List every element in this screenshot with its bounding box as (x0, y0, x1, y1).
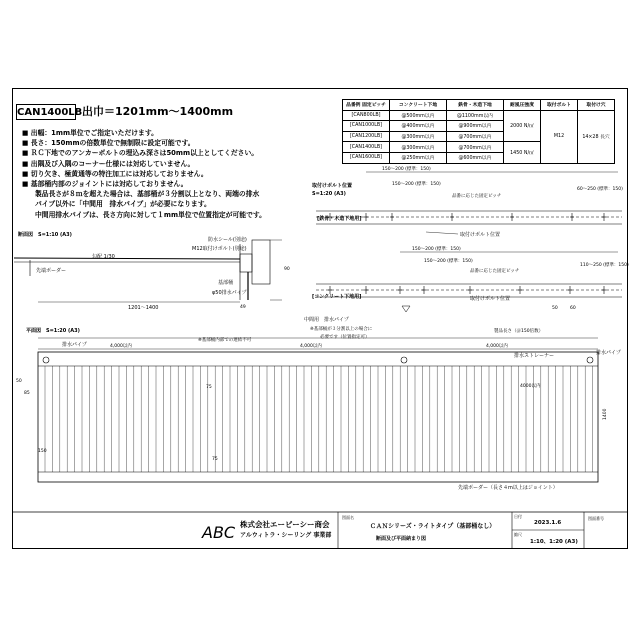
note-sub-line: 中間用排水パイプは、長さ方向に対して１mm単位で位置指定が可能です。 (35, 210, 266, 219)
concrete-label: [コンクリート下地用] (312, 294, 362, 300)
drawing-name-label: 図面名 (342, 515, 354, 520)
spec-cell: @900mm以内 (447, 121, 504, 132)
length-text: 4,000以内 (110, 344, 132, 349)
border-label: 先端ボーダー (36, 268, 67, 274)
drain-left-label: 排水パイプ (62, 342, 87, 348)
drawing-name: ＣＡＮシリーズ・ライトタイプ（基部桶なし） (370, 523, 496, 530)
spec-header: 耐風圧強度 (504, 100, 541, 111)
depth-text: 1400 (603, 408, 608, 420)
dim-text: 60 (570, 306, 576, 311)
dim-text: 150～200 (標準：150) (382, 167, 431, 172)
note-line: ■ 長さ：150mmの倍数単位で無制限に設定可能です。 (22, 139, 195, 148)
spec-cell: @600mm以内 (447, 152, 504, 163)
base-gutter (240, 254, 252, 272)
spec-header: 取付け穴 (578, 100, 615, 111)
spec-cell: @400mm以内 (390, 121, 447, 132)
spec-cell: @300mm以内 (390, 142, 447, 153)
pitch-text: 品番に応じた固定ピッチ (452, 194, 502, 199)
spec-cell: @300mm以内 (390, 131, 447, 142)
dim-text: 85 (24, 391, 30, 396)
mid-pipe-label: 中間用 排水パイプ (304, 317, 349, 323)
view-arrow-icon (402, 306, 410, 312)
seal-label: 防水シール(別途) (208, 237, 247, 243)
steel-label: [鉄骨・木造下地用] (317, 216, 362, 222)
note-line: ■ ＲＣ下地でのアンカーボルトの埋込み深さは50mm以上としてください。 (22, 149, 259, 158)
spec-wind-b: 1450 N/㎡ (504, 142, 541, 163)
mid-pipe-note: 必要です（位置指定可） (320, 335, 370, 340)
plan-slats (45, 366, 593, 472)
pipe-label: φ50排水パイプ (212, 290, 247, 296)
slope-label: 勾配 1/30 (92, 254, 115, 260)
strainer-label: 排水ストレーナー (514, 353, 555, 359)
company-division: アルウィトラ・シーリング 事業部 (240, 532, 332, 539)
date-value: 2023.1.6 (534, 520, 562, 526)
wall-bracket (252, 240, 270, 284)
border-note: 先端ボーダー（長さ４m以上はジョイント） (458, 485, 558, 491)
note-line: ■ 出幅：1mm単位でご指定いただけます。 (22, 129, 158, 137)
bolt-title: 取付けボルト位置 (312, 183, 353, 189)
spec-bolt: M12 (541, 110, 578, 163)
spec-cell: @1100mm以内 (447, 110, 504, 121)
length-text: 4,000以内 (486, 344, 508, 349)
bolt-pos-label: 取付けボルト位置 (460, 232, 501, 238)
note-line: ■ 出隅及び入隅のコーナー仕様には対応していません。 (22, 159, 195, 168)
width-range: 出巾＝1201mm～1400mm (82, 105, 234, 118)
bolt-position-steel (312, 165, 623, 238)
plan-title: 平面図 S=1:20 (A3) (26, 328, 80, 334)
spec-cell: [CAN1000LB] (343, 121, 390, 132)
section-title: 断面図 S=1:10 (A3) (18, 232, 72, 238)
spec-cell: @500mm以内 (390, 110, 447, 121)
drawing-subtitle: 断面及び平面納まり図 (376, 536, 427, 542)
leader-line (426, 232, 458, 234)
plan-view (16, 316, 621, 491)
spec-cell: @700mm以内 (447, 142, 504, 153)
width-dim-text: 1201～1400 (128, 305, 159, 311)
spec-header: 品番例 固定ピッチ (343, 100, 390, 111)
section-view (14, 231, 290, 311)
note-line: ■ 基部桶内部のジョイントには対応しておりません。 (22, 180, 188, 189)
spec-header: コンクリート下地 (390, 100, 447, 111)
plan-outline (38, 352, 598, 482)
dim-text: 90 (284, 267, 290, 272)
note-sub-line: パイプ以外に「中間用 排水パイプ」が必要になります。 (35, 200, 211, 209)
spec-hole: 14×28 長穴 (578, 110, 615, 163)
bolt-scale: S=1:20 (A3) (312, 191, 346, 197)
scale-value: 1:10、1:20 (A3) (530, 539, 578, 545)
dim-text: 75 (206, 385, 212, 390)
dim-text: 110～250 (標準：150) (580, 263, 629, 268)
dim-text: 49 (240, 305, 246, 310)
dim-text: 150 (38, 449, 47, 454)
spec-cell: [CAN1600LB] (343, 152, 390, 163)
drawing-number-label: 図面番号 (588, 516, 604, 521)
dim-text: 50 (552, 306, 558, 311)
total-length-text: 製品長さ（＠150倍数） (494, 329, 544, 334)
note-sub-line: 製品長さが８ｍを超えた場合は、基部桶が３分割以上となり、両端の排水 (35, 190, 260, 199)
pitch-text: 品番に応じた固定ピッチ (470, 269, 520, 274)
company-name: 株式会社エービーシー商会 (240, 520, 330, 529)
dim-text: 75 (212, 457, 218, 462)
scale-label: 縮尺 (514, 532, 522, 537)
date-label: 日付 (514, 514, 522, 519)
bolt-label: M12取付けボルト(別途) (192, 246, 247, 252)
drain-pipe-icon (43, 357, 49, 363)
no-connect-note: ※基部桶内部での連結不可 (198, 338, 252, 343)
spec-header: 取付ボルト (541, 100, 578, 111)
drain-pipe-icon (401, 357, 407, 363)
gutter-label: 基部桶 (218, 280, 234, 286)
drain-pipe-icon (587, 357, 593, 363)
spec-cell: @250mm以内 (390, 152, 447, 163)
dim-text: 150～200 (標準：150) (412, 247, 461, 252)
spec-cell: @700mm以内 (447, 131, 504, 142)
model-number: CAN1400LB (16, 104, 76, 120)
company-logo: ABC (202, 523, 236, 542)
dim-text: 150～200 (標準：150) (392, 182, 441, 187)
note-line: ■ 切り欠き、極黄通等の特注加工には対応しておりません。 (22, 169, 208, 178)
spec-cell: [CAN1400LB] (343, 142, 390, 153)
spec-header: 鉄骨・木造下地 (447, 100, 504, 111)
spec-cell: [CAN1200LB] (343, 131, 390, 142)
bolt-position-concrete (312, 245, 629, 312)
dim-text: 50 (16, 379, 22, 384)
dim-text: 60～250 (標準：150) (577, 187, 623, 192)
bolt-pos-label: 取付けボルト位置 (470, 296, 511, 302)
mid-pipe-note: ※基部桶が３分割以上の場合に (310, 327, 373, 332)
drain-right-label: 排水パイプ (596, 350, 621, 356)
dim-text: 150～200 (標準：150) (424, 259, 473, 264)
length-text: 4,000以内 (300, 344, 322, 349)
spec-cell: [CAN800LB] (343, 110, 390, 121)
canopy-top (14, 258, 240, 259)
pipe-distance-text: 4000以内 (520, 384, 541, 389)
title-block (12, 512, 628, 549)
spec-wind-a: 2000 N/㎡ (504, 110, 541, 142)
